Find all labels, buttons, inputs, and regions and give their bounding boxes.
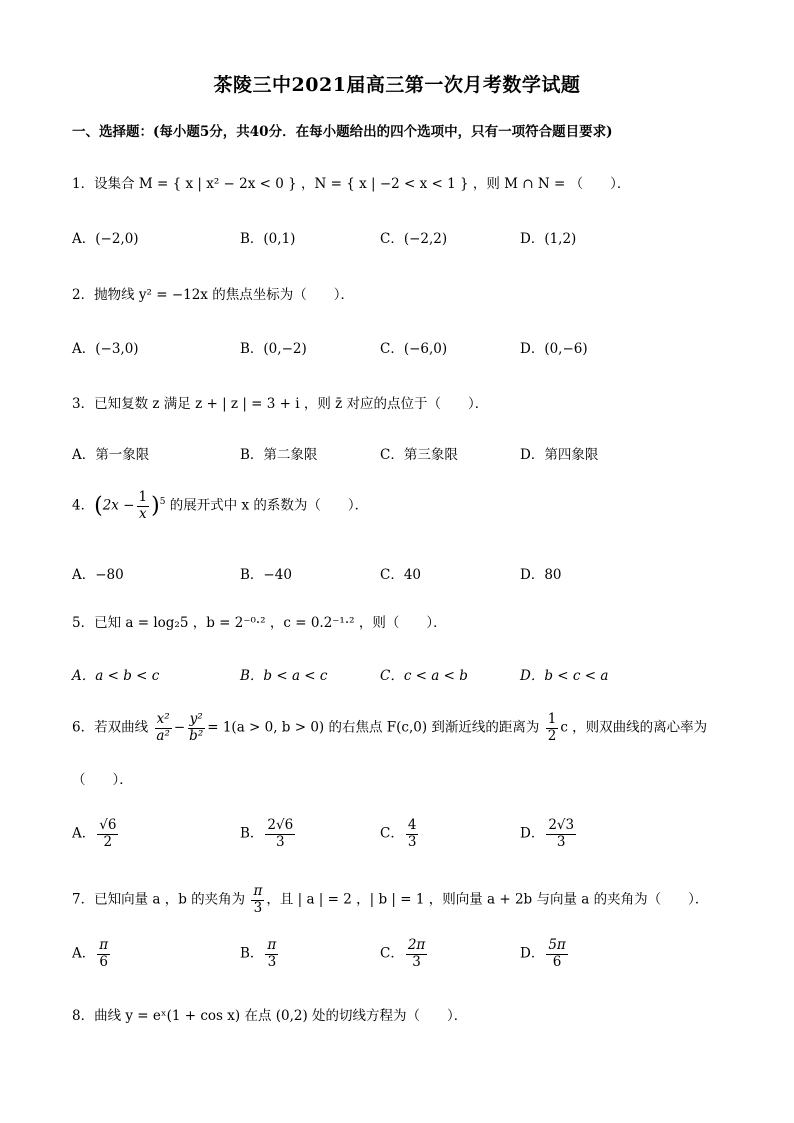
option-d: D．第四象限: [520, 447, 599, 463]
option-c: C． $\frac{4}{3}$: [380, 817, 417, 850]
formula-term: 2x −: [102, 497, 135, 514]
page-title: 茶陵三中2021届高三第一次月考数学试题: [213, 74, 581, 96]
option-c: C．(−6,0): [380, 341, 448, 357]
question-text: 7．已知向量 a ，b 的夹角为: [72, 891, 246, 908]
question-5-options: [72, 664, 752, 694]
option-d: D． $\frac{2√3}{3}$: [520, 817, 575, 850]
question-4: [72, 490, 368, 522]
section-heading: 一、选择题：(每小题5分，共40分．在每小题给出的四个选项中，只有一项符合题目要求): [72, 124, 613, 140]
question-number: 4．: [72, 497, 95, 514]
option-a: A．第一象限: [72, 447, 150, 463]
option-a: A．(−3,0): [72, 341, 139, 357]
option-c: C．第三象限: [380, 447, 458, 463]
option-c: C．40: [380, 567, 422, 583]
option-d: D．b < c < a: [520, 668, 609, 684]
option-d: D．80: [520, 567, 562, 583]
question-text: = 1(a > 0, b > 0) 的右焦点 F(c,0) 到渐近线的距离为: [207, 719, 540, 736]
option-b: B．b < a < c: [240, 668, 328, 684]
option-c: C． $\frac{2\pi}{3}$: [380, 937, 426, 970]
question-3-options: [72, 443, 752, 473]
question-2-options: [72, 337, 752, 367]
option-a: A．(−2,0): [72, 231, 139, 247]
question-7: [72, 884, 708, 916]
option-a: A．a < b < c: [72, 668, 160, 684]
option-d: D．(0,−6): [520, 341, 588, 357]
option-b: B．−40: [240, 567, 292, 583]
option-a: A． $\frac{\pi}{6}$: [72, 937, 109, 970]
question-text: c ，则双曲线的离心率为: [560, 719, 708, 736]
option-b: B．(0,1): [240, 231, 296, 247]
question-2: 2．抛物线 y² = −12x 的焦点坐标为（ ）．: [72, 287, 354, 303]
option-a: A．−80: [72, 567, 124, 583]
option-d: D． $\frac{5\pi}{6}$: [520, 937, 566, 970]
formula-fraction-half: $\frac{1}{2}$: [547, 711, 557, 744]
formula-fraction: $\frac{1}{x}$: [138, 489, 148, 522]
question-1-options: [72, 227, 752, 257]
question-5: 5．已知 a = log₂5 ，b = 2⁻⁰·² ，c = 0.2⁻¹·² ，则（ ）．: [72, 615, 447, 631]
option-b: B．(0,−2): [240, 341, 307, 357]
formula-paren-close: ): [151, 493, 160, 519]
option-b: B．第二象限: [240, 447, 318, 463]
formula-exponent: 5: [159, 497, 166, 508]
formula-fraction-x: $\frac{\text{x²}}{\text{a²}}$: [156, 711, 170, 744]
formula-fraction-y: $\frac{\text{y²}}{\text{b²}}$: [189, 711, 204, 744]
option-c: C．(−2,2): [380, 231, 448, 247]
question-8: 8．曲线 y = eˣ(1 + cos x) 在点 (0,2) 处的切线方程为（ ）．: [72, 1008, 468, 1024]
formula-paren-open: (: [94, 493, 103, 519]
question-3: 3．已知复数 z 满足 z + | z | = 3 + i ，则 z̄ 对应的点位于（ ）．: [72, 396, 489, 412]
option-a: A． $\frac{√6}{2}$: [72, 817, 117, 850]
question-text: ，且 | a | = 2 ，| b | = 1 ，则向量 a + 2b 与向量 a 的夹角为（ ）．: [266, 891, 709, 908]
question-4-options: [72, 563, 752, 593]
formula-fraction-pi3: $\frac{\pi}{3}$: [253, 883, 263, 916]
question-6-continued: （ ）．: [72, 772, 133, 788]
question-1: 1．设集合 M = { x | x² − 2x < 0 } ，N = { x | −2 < x < 1 } ，则 M ∩ N = （ ）．: [72, 176, 631, 192]
option-d: D．(1,2): [520, 231, 577, 247]
question-6-options: [72, 818, 752, 862]
question-7-options: [72, 938, 752, 982]
option-b: B． $\frac{2√6}{3}$: [240, 817, 294, 850]
question-text: 6．若双曲线: [72, 719, 149, 736]
option-b: B． $\frac{\pi}{3}$: [240, 937, 277, 970]
question-text: 的展开式中 x 的系数为（ ）．: [169, 497, 369, 514]
option-c: C．c < a < b: [380, 668, 468, 684]
question-6: 6．若双曲线 $\frac{\text{x²}}{\text{a²}}$ − $\frac{\text{y²}}{\text{b²}}$ = 1(a > 0, b > 0) 的右焦点 F(c,0) 到渐近线的距离为 $\frac{1}{2}$ c ，则双曲线的离心率为: [72, 711, 708, 744]
